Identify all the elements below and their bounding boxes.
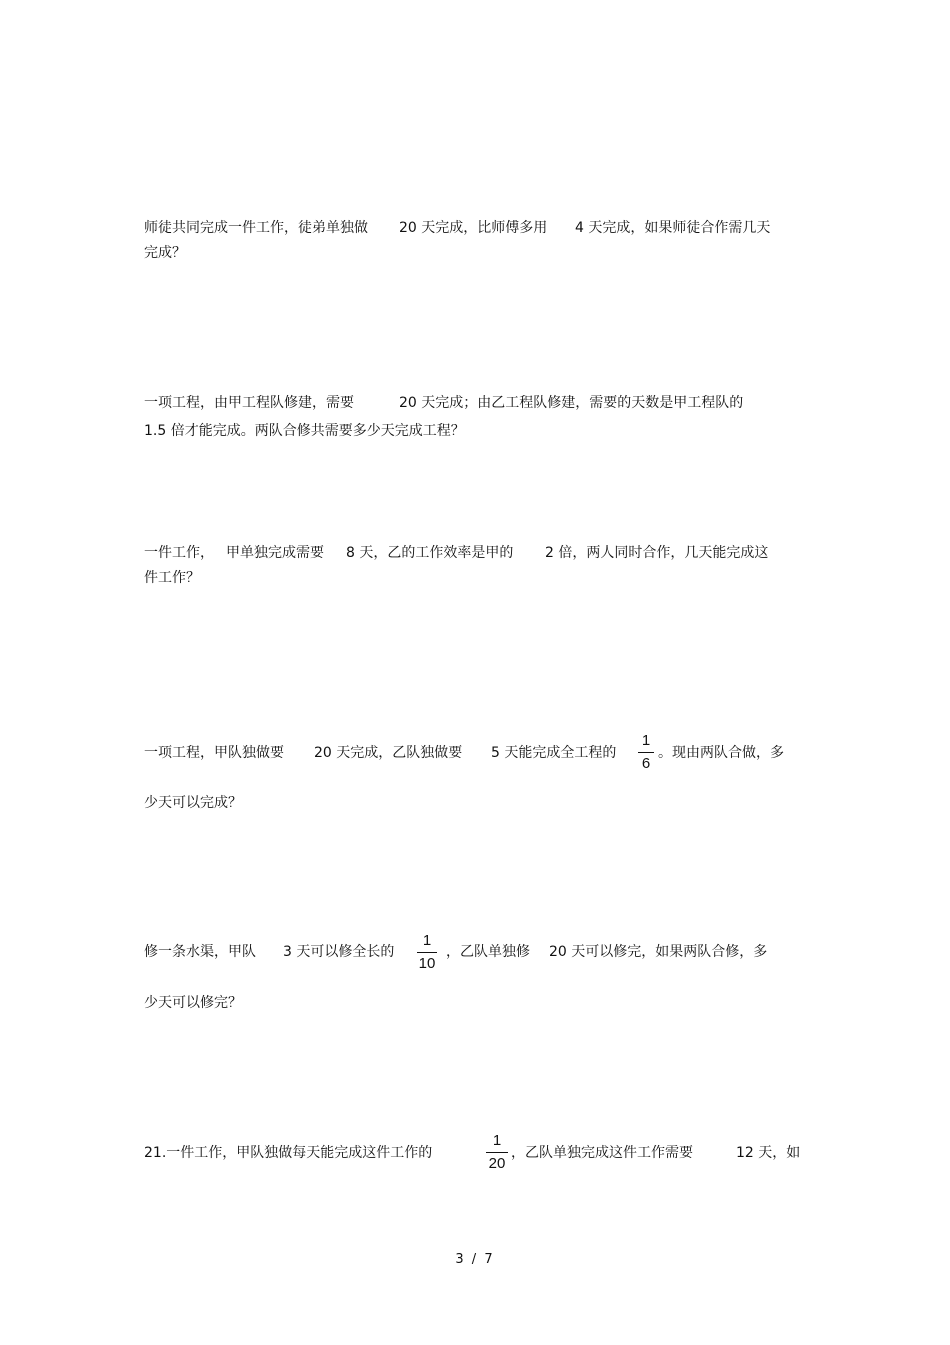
text-segment: 8 天，乙的工作效率是甲的 (346, 545, 514, 561)
text-segment: 20 天完成；由乙工程队修建，需要的天数是甲工程队的 (399, 395, 744, 411)
text-segment: 5 天能完成全工程的 (491, 745, 617, 761)
fraction-bar (638, 752, 654, 753)
text-segment: 4 天完成，如果师徒合作需几天 (575, 220, 771, 236)
text-segment: 3 天可以修全长的 (283, 944, 395, 960)
text-segment: 21.一件工作，甲队独做每天能完成这件工作的 (144, 1145, 433, 1161)
text-segment: 20 天可以修完，如果两队合修，多 (549, 944, 768, 960)
fraction-numerator: 1 (641, 732, 651, 749)
fraction-one-sixth (629, 732, 663, 773)
text-segment: 师徒共同完成一件工作，徒弟单独做 (144, 220, 368, 236)
text-segment: 甲单独完成需要 (226, 545, 324, 561)
text-segment: ，乙队单独修 (446, 944, 530, 960)
text-segment: 修一条水渠，甲队 (144, 944, 256, 960)
text-segment: 完成？ (144, 245, 186, 261)
fraction-numerator: 1 (422, 932, 432, 949)
fraction-denominator: 20 (488, 1155, 506, 1172)
page-number: 3 / 7 (455, 1252, 495, 1267)
text-segment: 一项工程，由甲工程队修建，需要 (144, 395, 354, 411)
text-segment: 12 天，如 (736, 1145, 801, 1161)
fraction-numerator: 1 (492, 1132, 502, 1149)
text-segment: 件工作？ (144, 570, 200, 586)
text-segment: 一件工作， (144, 545, 214, 561)
text-segment: 少天可以修完？ (144, 995, 242, 1011)
fraction-one-twentieth (480, 1132, 514, 1173)
fraction-bar (417, 952, 437, 953)
text-segment: 20 天完成，比师傅多用 (399, 220, 548, 236)
fraction-bar (486, 1152, 508, 1153)
text-segment: 。现由两队合做，多 (658, 745, 784, 761)
text-segment: 少天可以完成？ (144, 795, 242, 811)
fraction-one-tenth (410, 932, 444, 973)
fraction-denominator: 6 (641, 755, 651, 772)
text-segment: ，乙队单独完成这件工作需要 (511, 1145, 693, 1161)
text-segment: 一项工程，甲队独做要 (144, 745, 284, 761)
text-segment: 2 倍，两人同时合作，几天能完成这 (545, 545, 769, 561)
text-segment: 1.5 倍才能完成。两队合修共需要多少天完成工程？ (144, 423, 465, 439)
fraction-denominator: 10 (418, 955, 436, 972)
text-segment: 20 天完成，乙队独做要 (314, 745, 463, 761)
